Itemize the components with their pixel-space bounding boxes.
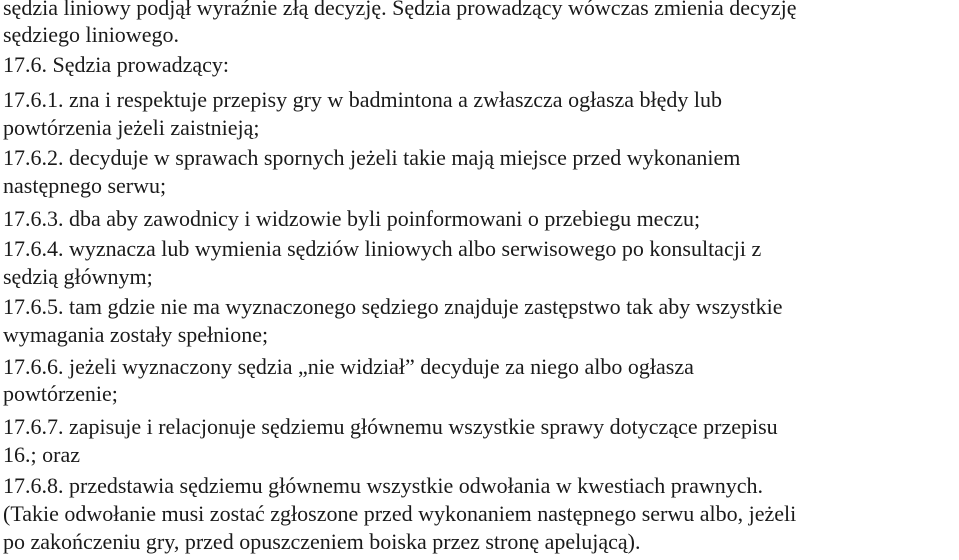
- text-line-19: po zakończeniu gry, przed opuszczeniem boiska przez stronę apelującą).: [3, 529, 641, 554]
- text-line-9: 17.6.4. wyznacza lub wymienia sędziów liniowych albo serwisowego po konsultacji z: [3, 236, 762, 261]
- text-line-14: powtórzenie;: [3, 381, 118, 406]
- text-line-11: 17.6.5. tam gdzie nie ma wyznaczonego sędziego znajduje zastępstwo tak aby wszystkie: [3, 294, 783, 319]
- text-line-17: 17.6.8. przedstawia sędziemu głównemu wszystkie odwołania w kwestiach prawnych.: [3, 473, 764, 498]
- text-line-4: 17.6.1. zna i respektuje przepisy gry w badmintona a zwłaszcza ogłasza błędy lub: [3, 87, 723, 112]
- text-line-18: (Takie odwołanie musi zostać zgłoszone przed wykonaniem następnego serwu albo, jeżeli: [3, 501, 797, 526]
- text-line-1: sędzia liniowy podjął wyraźnie złą decyzję. Sędzia prowadzący wówczas zmienia decyzję: [3, 0, 797, 20]
- text-line-6: 17.6.2. decyduje w sprawach spornych jeżeli takie mają miejsce przed wykonaniem: [3, 145, 741, 170]
- text-line-5: powtórzenia jeżeli zaistnieją;: [3, 115, 260, 140]
- text-line-15: 17.6.7. zapisuje i relacjonuje sędziemu głównemu wszystkie sprawy dotyczące przepisu: [3, 414, 778, 439]
- text-line-10: sędzią głównym;: [3, 264, 153, 289]
- text-line-16: 16.; oraz: [3, 442, 80, 467]
- text-line-8: 17.6.3. dba aby zawodnicy i widzowie byli poinformowani o przebiegu meczu;: [3, 206, 701, 231]
- text-line-7: następnego serwu;: [3, 173, 167, 198]
- text-line-13: 17.6.6. jeżeli wyznaczony sędzia „nie widział” decyduje za niego albo ogłasza: [3, 354, 694, 379]
- text-line-2: sędziego liniowego.: [3, 22, 179, 47]
- text-line-3: 17.6. Sędzia prowadzący:: [3, 52, 230, 77]
- text-line-12: wymagania zostały spełnione;: [3, 322, 269, 347]
